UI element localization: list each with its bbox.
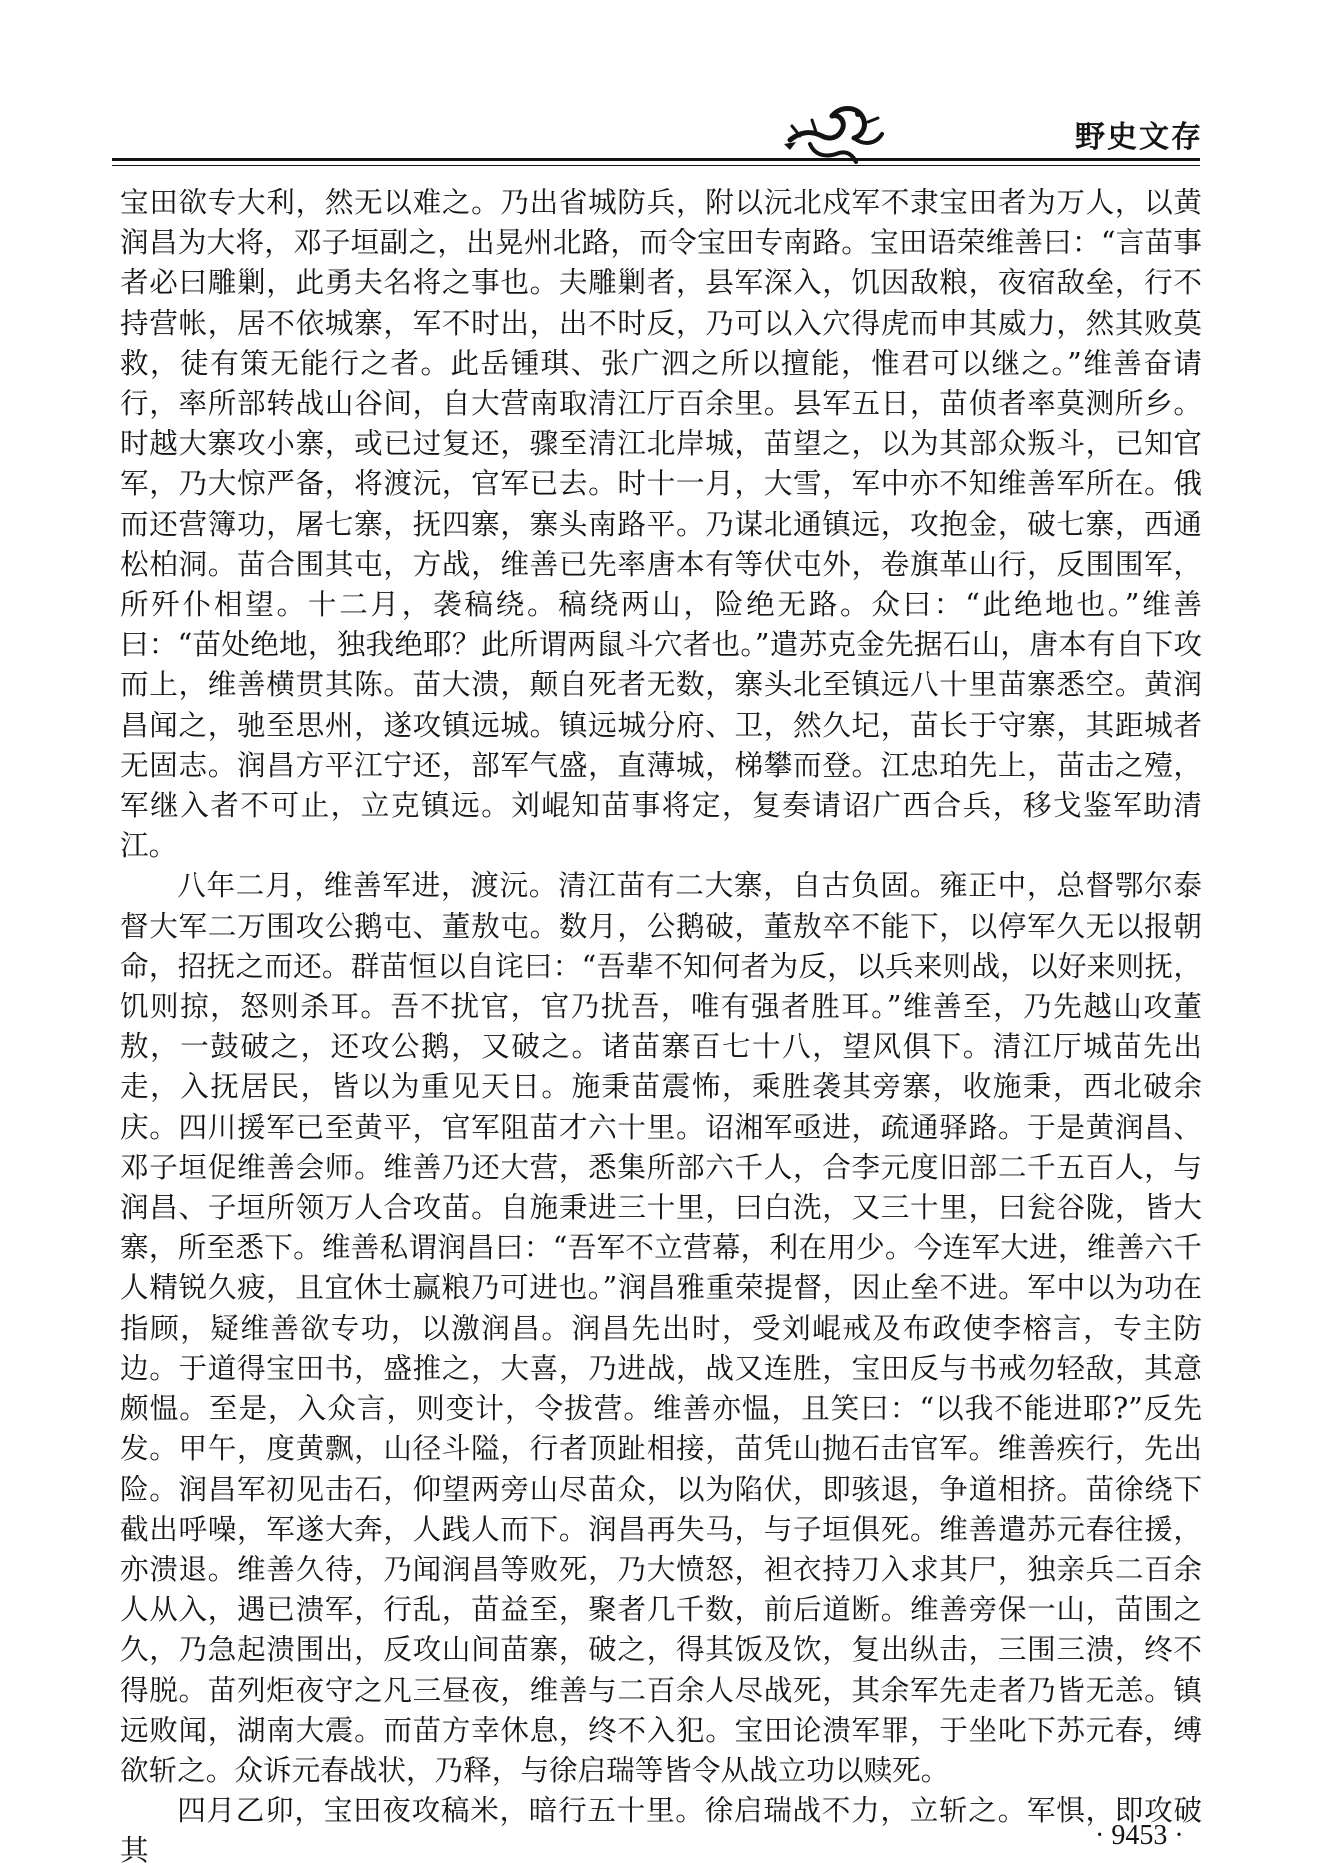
page-number: · 9453 · (1095, 1820, 1184, 1851)
paragraph: 宝田欲专大利，然无以难之。乃出省城防兵，附以沅北戍军不隶宝田者为万人，以黄润昌为大将，邓子垣副之，出晃州北路，而令宝田专南路。宝田语荣维善曰：“言苗事者必曰雕剿，此勇夫名将之事也。夫雕剿者，县军深入，饥因敌粮，夜宿敌垒，行不持营帐，居不依城寨，军不时出，出不时反，乃可以入穴得虎而申其威力，然其败莫救，徒有策无能行之者。此岳锺琪、张广泗之所以擅能，惟君可以继之。”维善奋请行，率所部转战山谷间，自大营南取清江厅百余里。县军五日，苗侦者率莫测所乡。时越大寨攻小寨，或已过复还，骤至清江北岸城，苗望之，以为其部众叛斗，已知官军，乃大惊严备，将渡沅，官军已去。时十一月，大雪，军中亦不知维善军所在。俄而还营簿功，屠七寨，抚四寨，寨头南路平。乃谋北通镇远，攻抱金，破七寨，西通松柏洞。苗合围其屯，方战，维善已先率唐本有等伏屯外，卷旗革山行，反围围军，所歼仆相望。十二月，袭稿绕。稿绕两山，险绝无路。众曰：“此绝地也。”维善曰：“苗处绝地，独我绝耶？此所谓两鼠斗穴者也。”遣苏克金先据石山，唐本有自下攻而上，维善横贯其陈。苗大溃，颠自死者无数，寨头北至镇远八十里苗寨悉空。黄润昌闻之，驰至思州，遂攻镇远城。镇远城分府、卫，然久圮，苗长于守寨，其距城者无固志。润昌方平江宁还，部军气盛，直薄城，梯攀而登。江忠珀先上，苗击之殪，军继入者不可止，立克镇远。刘崐知苗事将定，复奏请诏广西合兵，移戈鉴军助清江。 (120, 185, 1202, 863)
body-text (120, 182, 1202, 1871)
series-title: 野史文存 (1075, 120, 1203, 155)
header-rule-thin (112, 165, 1200, 166)
paragraph: 八年二月，维善军进，渡沅。清江苗有二大寨，自古负固。雍正中，总督鄂尔泰督大军二万围攻公鹅屯、董敖屯。数月，公鹅破，董敖卒不能下，以停军久无以报朝命，招抚之而还。群苗恒以自诧曰：“吾辈不知何者为反，以兵来则战，以好来则抚，饥则掠，怒则杀耳。吾不扰官，官乃扰吾，唯有强者胜耳。”维善至，乃先越山攻董敖，一鼓破之，还攻公鹅，又破之。诸苗寨百七十八，望风俱下。清江厅城苗先出走，入抚居民，皆以为重见天日。施秉苗震怖，乘胜袭其旁寨，收施秉，西北破余庆。四川援军已至黄平，官军阻苗才六十里。诏湘军亟进，疏通驿路。于是黄润昌、邓子垣促维善会师。维善乃还大营，悉集所部六千人，合李元度旧部二千五百人，与润昌、子垣所领万人合攻苗。自施秉进三十里，曰白洗，又三十里，曰瓮谷陇，皆大寨，所至悉下。维善私谓润昌曰：“吾军不立营幕，利在用少。今连军大进，维善六千人精锐久疲，且宜休士赢粮乃可进也。”润昌雅重荣提督，因止垒不进。军中以为功在指顾，疑维善欲专功，以激润昌。润昌先出时，受刘崐戒及布政使李榕言，专主防边。于道得宝田书，盛推之，大喜，乃进战，战又连胜，宝田反与书戒勿轻敌，其意颇愠。至是，入众言，则变计，令拔营。维善亦愠，且笑曰：“以我不能进耶?”反先发。甲午，度黄飘，山径斗隘，行者顶趾相接，苗凭山抛石击官军。维善疾行，先出险。润昌军初见击石，仰望两旁山尽苗众，以为陷伏，即骇退，争道相挤。苗徐绕下截出呼噪，军遂大奔，人践人而下。润昌再失马，与子垣俱死。维善遣苏元春往援，亦溃退。维善久待，乃闻润昌等败死，乃大愤怒，袒衣持刀入求其尸，独亲兵二百余人从入，遇已溃军，行乱，苗益至，聚者几千数，前后道断。维善旁保一山，苗围之久，乃急起溃围出，反攻山间苗寨，破之，得其饭及饮，复出纵击，三围三溃，终不得脱。苗列炬夜守之凡三昼夜，维善与二百余人尽战死，其余军先走者乃皆无恙。镇远败闻，湖南大震。而苗方幸休息，终不入犯。宝田论溃军罪，于坐叱下苏元春，缚欲斩之。众诉元春战状，乃释，与徐启瑞等皆令从战立功以赎死。 (120, 868, 1202, 1787)
header-rule-thick (112, 158, 1200, 161)
paragraph: 四月乙卯，宝田夜攻稿米，暗行五十里。徐启瑞战不力，立斩之。军惧，即攻破其 (120, 1793, 1202, 1868)
page-header (0, 0, 1322, 180)
